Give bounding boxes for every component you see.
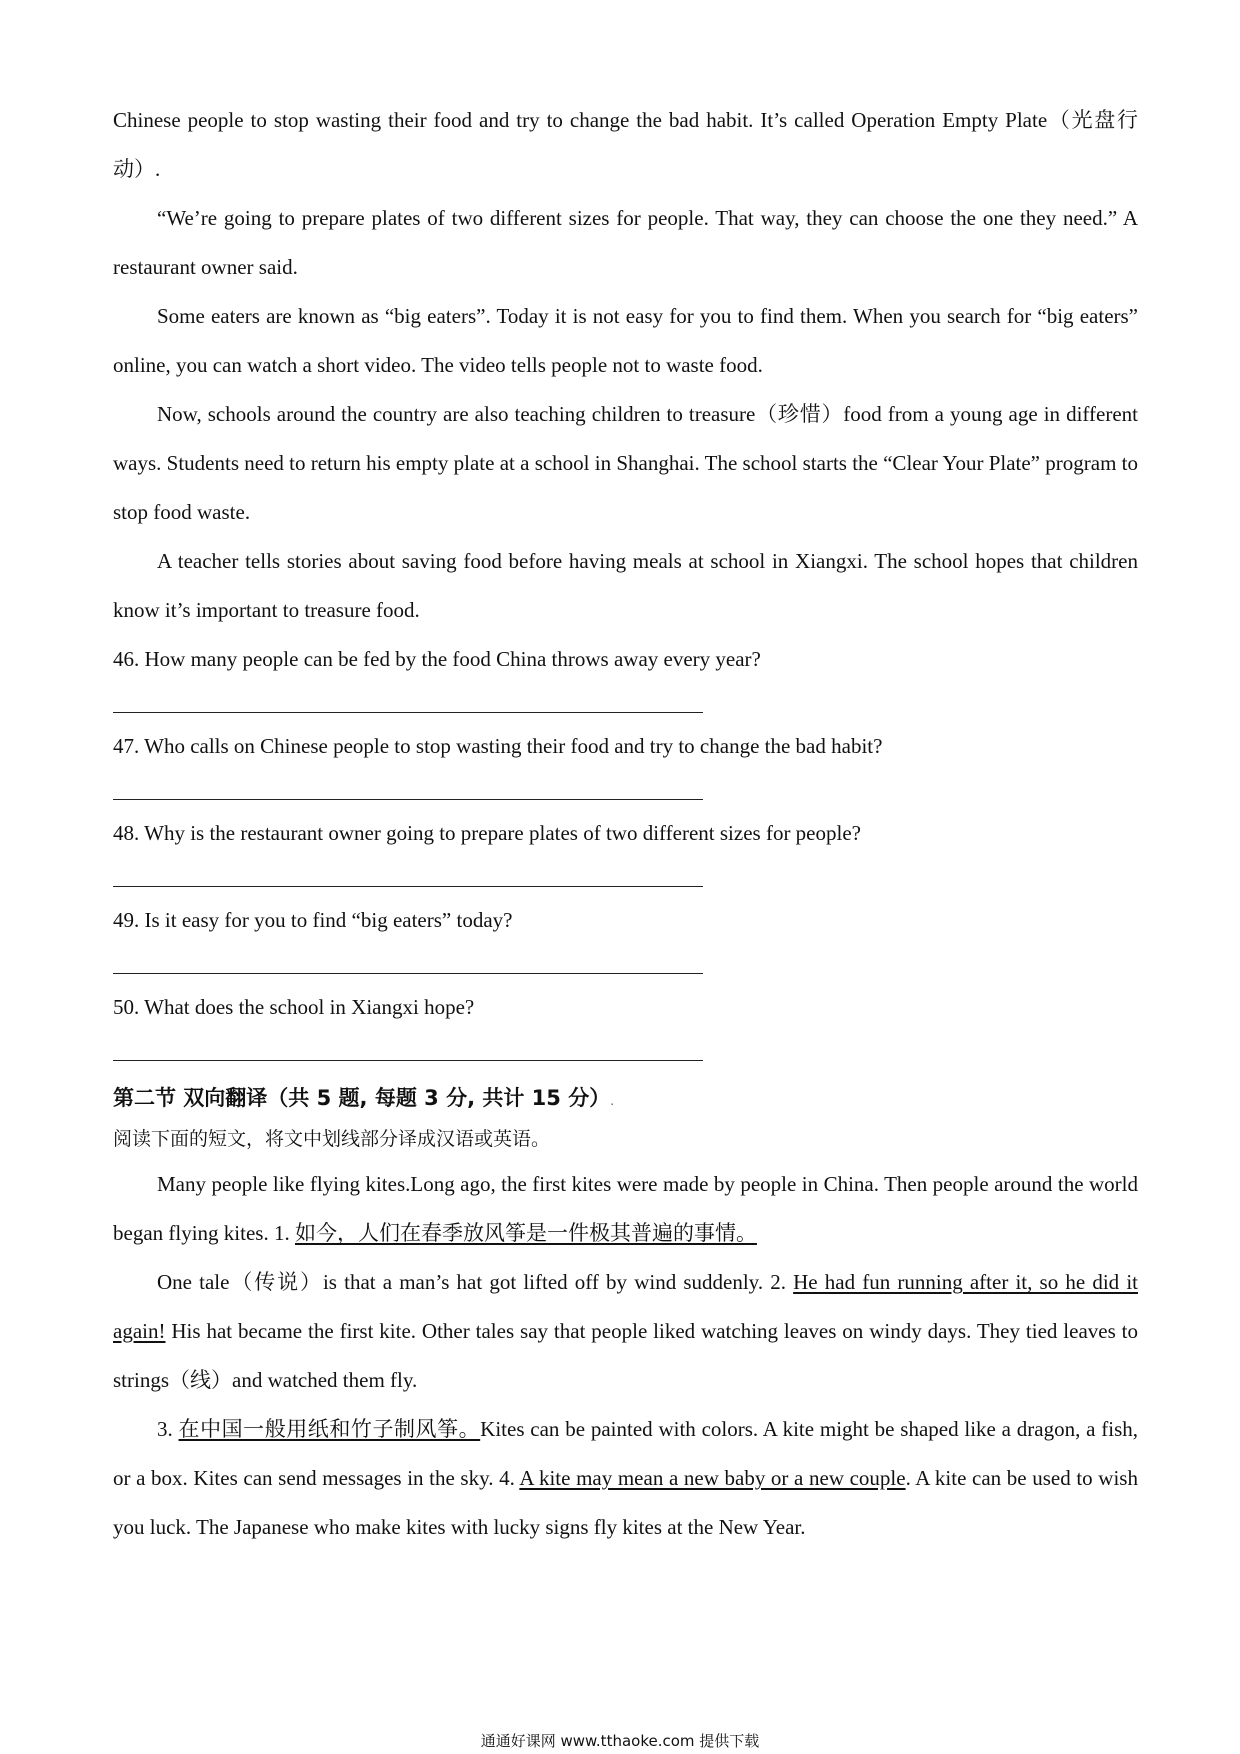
passage1-paragraph-4: Now, schools around the country are also teaching children to treasure（珍惜）food from a young age in different ways. Students need to return his empty plate at a school in Shanghai. The school starts the “Clear Your Plate” program to stop food waste. bbox=[113, 402, 1138, 524]
answer-line-49[interactable] bbox=[113, 973, 703, 974]
passage2-paragraph-3 bbox=[113, 1405, 1138, 1552]
document-page bbox=[113, 96, 1138, 1552]
section-title: 第二节 双向翻译（共 5 题, 每题 3 分, 共计 15 分） bbox=[113, 1086, 611, 1110]
translation-item-3: 在中国一般用纸和竹子制风筝。 bbox=[178, 1417, 481, 1441]
passage1-paragraph-2: “We’re going to prepare plates of two different sizes for people. That way, they can choose the one they need.” A restaurant owner said. bbox=[113, 206, 1138, 279]
translation-item-1: 如今，人们在春季放风筝是一件极其普遍的事情。 bbox=[294, 1221, 757, 1245]
passage1-paragraph-1: Chinese people to stop wasting their food and try to change the bad habit. It’s called Operation Empty Plate（光盘行动）. bbox=[113, 108, 1138, 181]
passage2-p3-text-c: . A kite can be used to wish you luck. The Japanese who make kites with lucky signs fly kites at the New Year. bbox=[113, 1466, 1138, 1539]
section-title-dot: . bbox=[610, 1094, 615, 1108]
translation-item-4: A kite may mean a new baby or a new couple bbox=[519, 1466, 906, 1490]
question-49: 49. Is it easy for you to find “big eaters” today? bbox=[113, 908, 513, 932]
answer-line-46[interactable] bbox=[113, 712, 703, 713]
passage1-paragraph-3: Some eaters are known as “big eaters”. Today it is not easy for you to find them. When you search for “big eaters” online, you can watch a short video. The video tells people not to waste food. bbox=[113, 304, 1138, 377]
section-heading bbox=[113, 1083, 1138, 1116]
answer-line-47[interactable] bbox=[113, 799, 703, 800]
passage2-p1-text: Many people like flying kites.Long ago, the first kites were made by people in China. Then people around the world began flying kites. 1. bbox=[113, 1172, 1138, 1245]
question-50: 50. What does the school in Xiangxi hope? bbox=[113, 995, 475, 1019]
passage2-p3-text-b: Kites can be painted with colors. A kite might be shaped like a dragon, a fish, or a box. Kites can send messages in the sky. 4. bbox=[113, 1417, 1139, 1490]
translation-item-2: He had fun running after it, so he did it again! bbox=[113, 1270, 1138, 1343]
answer-line-50[interactable] bbox=[113, 1060, 703, 1061]
passage2-p2-text-b: His hat became the first kite. Other tales say that people liked watching leaves on windy days. They tied leaves to strings（线）and watched them fly. bbox=[113, 1319, 1138, 1392]
passage2-p2-text-a: One tale（传说）is that a man’s hat got lifted off by wind suddenly. 2. bbox=[157, 1270, 794, 1294]
section-instruction: 阅读下面的短文，将文中划线部分译成汉语或英语。 bbox=[113, 1128, 551, 1150]
passage2-paragraph-1 bbox=[113, 1160, 1138, 1258]
passage2-paragraph-2 bbox=[113, 1258, 1138, 1405]
passage1-paragraph-5: A teacher tells stories about saving food before having meals at school in Xiangxi. The school hopes that children know it’s important to treasure food. bbox=[113, 549, 1138, 622]
answer-line-48[interactable] bbox=[113, 886, 703, 887]
page-footer: 通通好课网 www.tthaoke.com 提供下载 bbox=[480, 1732, 760, 1750]
question-46: 46. How many people can be fed by the food China throws away every year? bbox=[113, 647, 761, 671]
question-48: 48. Why is the restaurant owner going to prepare plates of two different sizes for people? bbox=[113, 821, 861, 845]
question-47: 47. Who calls on Chinese people to stop wasting their food and try to change the bad habit? bbox=[113, 734, 883, 758]
passage2-p3-text-a: 3. bbox=[157, 1417, 179, 1441]
question-block bbox=[113, 635, 1138, 1061]
